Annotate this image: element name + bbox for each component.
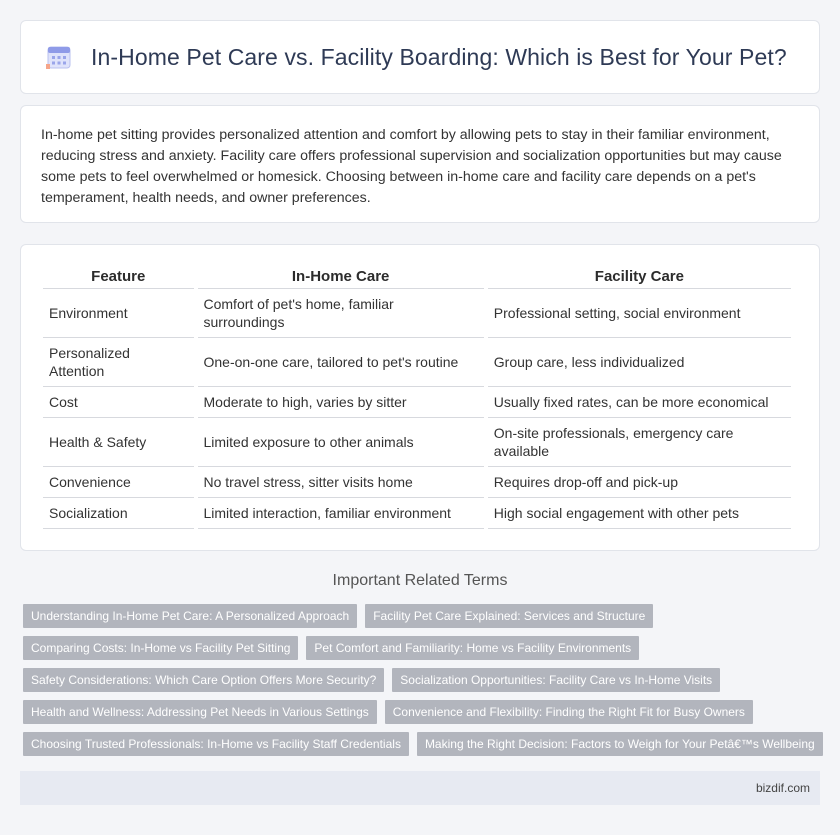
table-cell: No travel stress, sitter visits home <box>198 467 484 498</box>
related-term-link[interactable]: Safety Considerations: Which Care Option Offers More Security? <box>23 668 384 692</box>
table-cell: Environment <box>43 289 194 338</box>
related-term-link[interactable]: Pet Comfort and Familiarity: Home vs Facility Environments <box>306 636 639 660</box>
column-header: Facility Care <box>488 263 791 289</box>
table-cell: Professional setting, social environment <box>488 289 791 338</box>
table-cell: Comfort of pet's home, familiar surroundings <box>198 289 484 338</box>
related-terms-list <box>23 604 823 764</box>
intro-card <box>20 105 820 223</box>
calendar-icon <box>45 43 73 71</box>
related-term-link[interactable]: Choosing Trusted Professionals: In-Home vs Facility Staff Credentials <box>23 732 409 756</box>
footer <box>20 771 820 805</box>
table-row <box>43 289 791 338</box>
table-cell: Personalized Attention <box>43 338 194 387</box>
footer-site-name: bizdif.com <box>755 781 810 795</box>
table-row <box>43 387 791 418</box>
column-header: In-Home Care <box>198 263 484 289</box>
column-header: Feature <box>43 263 194 289</box>
table-cell: Convenience <box>43 467 194 498</box>
table-cell: Usually fixed rates, can be more economical <box>488 387 791 418</box>
related-terms-title: Important Related Terms <box>332 572 508 589</box>
intro-paragraph: In-home pet sitting provides personalized attention and comfort by allowing pets to stay in their familiar environment, reducing stress and anxiety. Facility care offers professional supervision and socialization opportunities but may cause some pets to feel overwhelmed or homesick. Choosing between in-home care and facility care depends on a pet's temperament, health needs, and owner preferences. <box>41 127 782 206</box>
related-term-link[interactable]: Facility Pet Care Explained: Services and Structure <box>365 604 653 628</box>
related-term-link[interactable]: Convenience and Flexibility: Finding the Right Fit for Busy Owners <box>385 700 753 724</box>
related-term-link[interactable]: Comparing Costs: In-Home vs Facility Pet Sitting <box>23 636 298 660</box>
table-row <box>43 418 791 467</box>
table-cell: Socialization <box>43 498 194 529</box>
comparison-table-card <box>20 244 820 551</box>
table-row <box>43 338 791 387</box>
related-term-link[interactable]: Understanding In-Home Pet Care: A Personalized Approach <box>23 604 357 628</box>
table-cell: High social engagement with other pets <box>488 498 791 529</box>
page-title: In-Home Pet Care vs. Facility Boarding: Which is Best for Your Pet? <box>91 43 787 70</box>
table-row <box>43 467 791 498</box>
table-cell: Group care, less individualized <box>488 338 791 387</box>
table-header-row <box>43 263 791 289</box>
comparison-table <box>39 263 795 529</box>
table-cell: On-site professionals, emergency care available <box>488 418 791 467</box>
table-cell: One-on-one care, tailored to pet's routine <box>198 338 484 387</box>
table-cell: Health & Safety <box>43 418 194 467</box>
table-cell: Limited exposure to other animals <box>198 418 484 467</box>
table-cell: Requires drop-off and pick-up <box>488 467 791 498</box>
table-cell: Cost <box>43 387 194 418</box>
related-term-link[interactable]: Health and Wellness: Addressing Pet Needs in Various Settings <box>23 700 377 724</box>
table-row <box>43 498 791 529</box>
table-cell: Limited interaction, familiar environment <box>198 498 484 529</box>
related-term-link[interactable]: Socialization Opportunities: Facility Care vs In-Home Visits <box>392 668 720 692</box>
header-card <box>20 20 820 94</box>
related-term-link[interactable]: Making the Right Decision: Factors to Weigh for Your Petâ€™s Wellbeing <box>417 732 823 756</box>
table-cell: Moderate to high, varies by sitter <box>198 387 484 418</box>
